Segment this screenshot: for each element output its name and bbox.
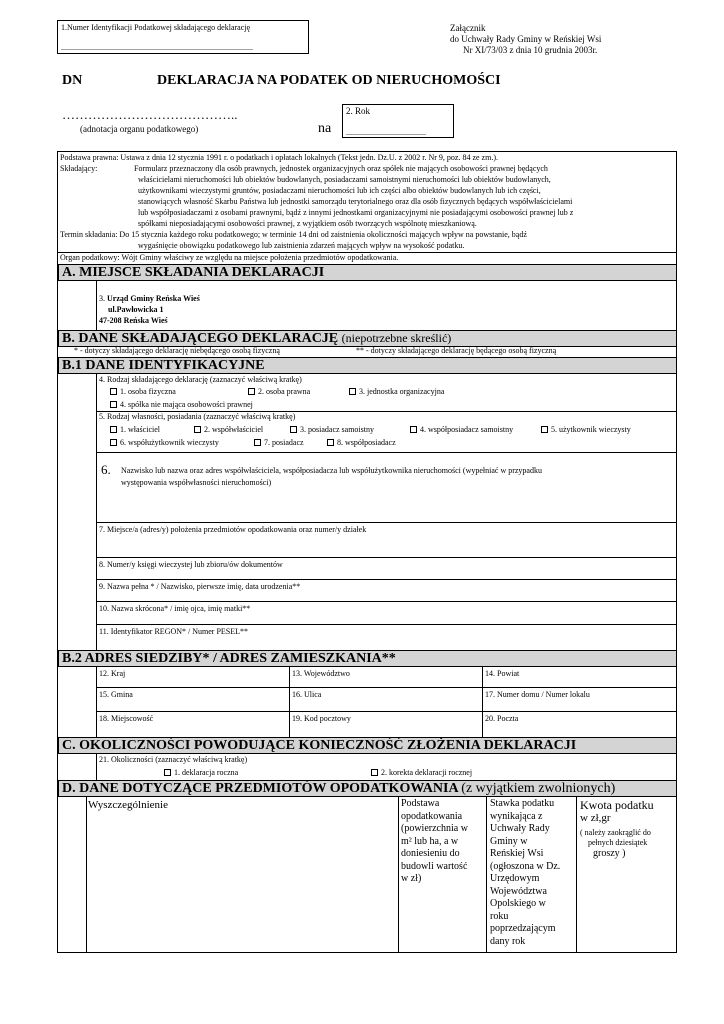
field-4-option-2[interactable]: 2. osoba prawna xyxy=(248,387,310,397)
field-18-town[interactable]: 18. Miejscowość xyxy=(99,714,154,723)
form-title: DEKLARACJA NA PODATEK OD NIERUCHOMOŚCI xyxy=(157,73,501,88)
field-17-house-number[interactable]: 17. Numer domu / Numer lokalu xyxy=(485,690,590,699)
field-13-voivodeship[interactable]: 13. Województwo xyxy=(292,669,350,678)
field-5-option-1[interactable]: 1. właściciel xyxy=(110,425,160,435)
field-16-street[interactable]: 16. Ulica xyxy=(292,690,322,699)
checkbox-icon xyxy=(290,426,297,433)
checkbox-icon xyxy=(110,401,117,408)
deadline-line-1: Termin składania: Do 15 stycznia każdego roku podatkowego; w terminie 14 dni od zaistnienia okoliczności mających wpływ na powstanie, bądź xyxy=(60,230,527,239)
section-a-header xyxy=(58,264,677,281)
checkbox-icon xyxy=(248,388,255,395)
na-label: na xyxy=(318,121,332,136)
field-5-option-5[interactable]: 5. użytkownik wieczysty xyxy=(541,425,631,435)
attachment-line-3: Nr XI/73/03 z dnia 10 grudnia 2003r. xyxy=(463,45,598,55)
checkbox-icon xyxy=(110,426,117,433)
column-description: Wyszczególnienie xyxy=(88,799,168,811)
field-5-option-3[interactable]: 3. posiadacz samoistny xyxy=(290,425,374,435)
nip-box[interactable] xyxy=(57,20,309,54)
column-tax-amount: Kwota podatku w zł,gr ( należy zaokrąglić do pełnych dziesiątek groszy ) xyxy=(580,798,654,859)
legal-basis: Podstawa prawna: Ustawa z dnia 12 stycznia 1991 r. o podatkach i opłatach lokalnych (Tekst jedn. Dz.U. z 2002 r. Nr 9, poz. 84 ze zm.). xyxy=(60,153,498,162)
footnote-natural-person: ** - dotyczy składającego deklarację będącego osobą fizyczną xyxy=(356,346,557,355)
section-b-header xyxy=(58,330,677,347)
field-19-postal-code[interactable]: 19. Kod pocztowy xyxy=(292,714,351,723)
checkbox-icon xyxy=(327,439,334,446)
checkbox-icon xyxy=(164,769,171,776)
annotation-label: (adnotacja organu podatkowego) xyxy=(80,124,199,134)
place-of-filing xyxy=(99,294,200,304)
section-b-note: (niepotrzebne skreślić) xyxy=(341,331,452,345)
section-b1-header xyxy=(58,357,677,374)
field-6-label-2: występowania współwłasności nieruchomości) xyxy=(121,478,272,487)
checkbox-icon xyxy=(254,439,261,446)
column-tax-rate: Stawka podatku wynikająca z Uchwały Rady Gminy w Reńskiej Wsi (ogłoszona w Dz. Urzędowym Województwa Opolskiego w roku poprzedzającym dany rok xyxy=(490,798,561,947)
section-b1-title: B.1 DANE IDENTYFIKACYJNE xyxy=(62,358,265,373)
field-5-option-6[interactable]: 6. współużytkownik wieczysty xyxy=(110,438,219,448)
field-21-label: 21. Okoliczności (zaznaczyć właściwą kratkę) xyxy=(99,755,248,764)
section-a-title: A. MIEJSCE SKŁADANIA DEKLARACJI xyxy=(62,265,325,280)
submitter-line-6: spółkami nieposiadającymi osobowości prawnej, z wyjątkiem osób tworzących wspólnotę mieszkaniową. xyxy=(138,219,477,228)
section-b-title: B. DANE SKŁADAJĄCEGO DEKLARACJĘ xyxy=(62,331,339,346)
field-14-district[interactable]: 14. Powiat xyxy=(485,669,520,678)
field-11-label[interactable]: 11. Identyfikator REGON* / Numer PESEL** xyxy=(99,627,249,636)
checkbox-icon xyxy=(110,439,117,446)
checkbox-icon xyxy=(110,388,117,395)
field-5-option-7[interactable]: 7. posiadacz xyxy=(254,438,304,448)
attachment-line-2: do Uchwały Rady Gminy w Reńskiej Wsi xyxy=(450,34,602,44)
nip-dots: ................................................................................................ xyxy=(61,43,253,52)
section-d-header xyxy=(58,780,677,797)
submitter-line-5: lub współposiadaczami z osobami prawnymi, bądź z innymi jednostkami organizacyjnymi nie posiadającymi osobowości prawnej lub z xyxy=(138,208,574,217)
year-dots: ........................................ xyxy=(346,128,426,137)
field-7-label[interactable]: 7. Miejsce/a (adres/y) położenia przedmiotów opodatkowania oraz numer/y działek xyxy=(99,525,367,534)
nip-label: 1.Numer Identyfikacji Podatkowej składającego deklarację xyxy=(61,23,251,32)
field-20-post-office[interactable]: 20. Poczta xyxy=(485,714,519,723)
section-b2-title: B.2 ADRES SIEDZIBY* / ADRES ZAMIESZKANIA** xyxy=(62,651,396,666)
field-21-option-2[interactable]: 2. korekta deklaracji rocznej xyxy=(371,768,472,778)
section-d-title: D. DANE DOTYCZĄCE PRZEDMIOTÓW OPODATKOWANIA xyxy=(62,781,458,796)
field-10-label[interactable]: 10. Nazwa skrócona* / imię ojca, imię matki** xyxy=(99,604,251,613)
field-12-country[interactable]: 12. Kraj xyxy=(99,669,126,678)
checkbox-icon xyxy=(541,426,548,433)
field-8-label[interactable]: 8. Numer/y księgi wieczystej lub zbioru/ów dokumentów xyxy=(99,560,283,569)
deadline-line-2: wygaśnięcie obowiązku podatkowego lub zaistnienia zdarzeń mających wpływ na wysokość podatku. xyxy=(138,241,465,250)
annotation-dots: ………………………………….. xyxy=(62,107,238,122)
office-name: Urząd Gminy Reńska Wieś xyxy=(107,294,200,303)
section-b2-header xyxy=(58,650,677,667)
submitter-line-4: stanowiących własność Skarbu Państwa lub jednostki samorządu terytorialnego oraz dla osób fizycznych będących współwłaścicielami xyxy=(138,197,573,206)
field-4-option-1[interactable]: 1. osoba fizyczna xyxy=(110,387,176,397)
field-15-commune[interactable]: 15. Gmina xyxy=(99,690,133,699)
field-4-label: 4. Rodzaj składającego deklarację (zaznaczyć właściwą kratkę) xyxy=(99,375,302,384)
section-c-title: C. OKOLICZNOŚCI POWODUJĄCE KONIECZNOŚĆ ZŁOŻENIA DEKLARACJI xyxy=(62,738,577,753)
field-5-option-8[interactable]: 8. współposiadacz xyxy=(327,438,396,448)
year-label: 2. Rok xyxy=(346,106,371,116)
column-tax-base: Podstawa opodatkowania (powierzchnia w m² lub ha, a w doniesieniu do budowli wartość w zł) xyxy=(401,798,468,884)
field-5-label: 5. Rodzaj własności, posiadania (zaznaczyć właściwą kratkę) xyxy=(99,412,296,421)
attachment-line-1: Załącznik xyxy=(450,23,486,33)
field-5-option-4[interactable]: 4. współposiadacz samoistny xyxy=(410,425,513,435)
checkbox-icon xyxy=(194,426,201,433)
checkbox-icon xyxy=(410,426,417,433)
footnote-legal-person: * - dotyczy składającego deklarację niebędącego osobą fizyczną xyxy=(74,346,280,355)
office-street: ul.Pawłowicka 1 xyxy=(108,305,164,314)
field-6-label-1: Nazwisko lub nazwa oraz adres współwłaściciela, współposiadacza lub współużytkownika nieruchomości (wypełniać w przypadku xyxy=(121,466,542,475)
form-code: DN xyxy=(62,73,83,88)
section-c-header xyxy=(58,737,677,754)
field-9-label[interactable]: 9. Nazwa pełna * / Nazwisko, pierwsze imię, data urodzenia** xyxy=(99,582,301,591)
field-21-option-1[interactable]: 1. deklaracja roczna xyxy=(164,768,238,778)
submitter-line-1: Formularz przeznaczony dla osób prawnych, jednostek organizacyjnych oraz spółek nie mających osobowości prawnej będących xyxy=(134,164,548,173)
place-field-no: 3. xyxy=(99,294,107,303)
tax-authority: Organ podatkowy: Wójt Gminy właściwy ze względu na miejsce położenia przedmiotów opodatkowania. xyxy=(60,253,399,262)
office-city: 47-208 Reńska Wieś xyxy=(99,316,168,325)
field-5-option-2[interactable]: 2. współwłaściciel xyxy=(194,425,263,435)
field-4-option-4[interactable]: 4. spółka nie mająca osobowości prawnej xyxy=(110,400,253,410)
section-d-note: (z wyjątkiem zwolnionych) xyxy=(461,781,616,796)
field-4-option-3[interactable]: 3. jednostka organizacyjna xyxy=(349,387,444,397)
submitter-line-3: użytkownikami wieczystymi gruntów, posiadaczami nieruchomości lub ich części albo obiektów budowlanych lub ich części, xyxy=(138,186,541,195)
year-box[interactable] xyxy=(342,104,454,138)
checkbox-icon xyxy=(371,769,378,776)
field-6-number: 6. xyxy=(101,462,111,477)
submitter-line-2: właścicielami nieruchomości lub obiektów budowlanych, posiadaczami samoistnymi nieruchomości lub obiektów budowlanych, xyxy=(138,175,551,184)
submitter-label: Składający: xyxy=(60,164,98,173)
checkbox-icon xyxy=(349,388,356,395)
